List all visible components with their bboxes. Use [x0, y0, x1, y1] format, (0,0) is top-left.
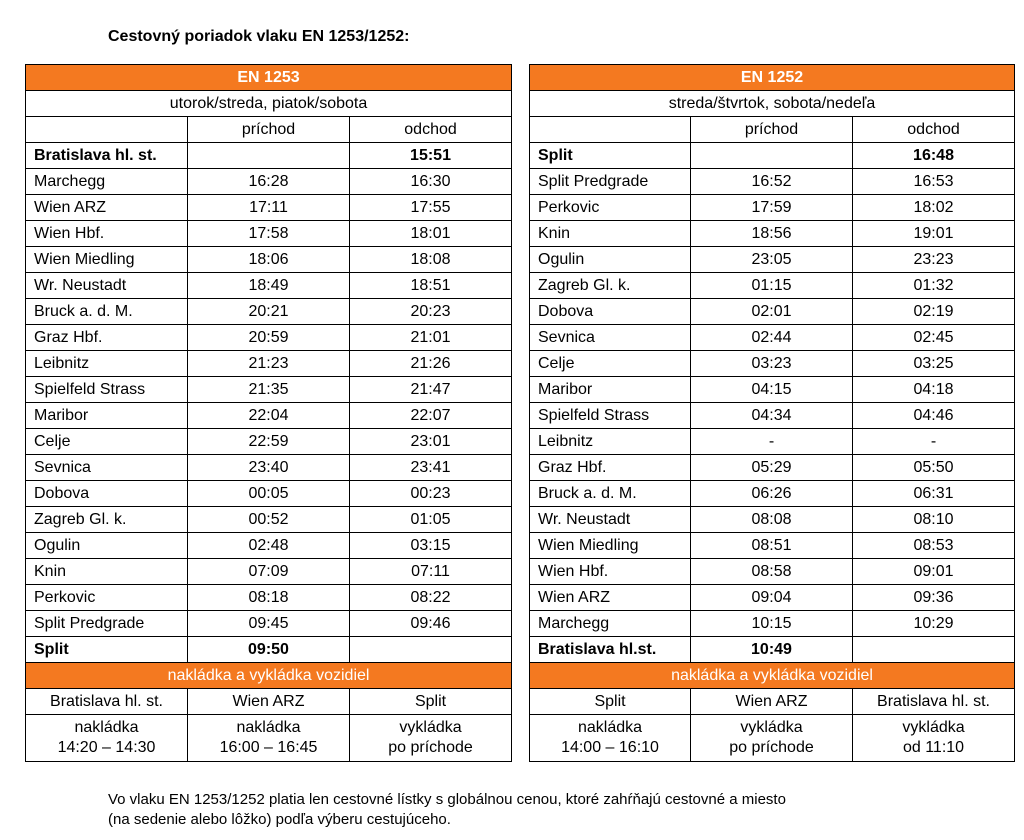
loading-header-row	[530, 663, 1015, 689]
table-row	[530, 637, 1015, 663]
train-number: EN 1252	[530, 65, 1015, 91]
arrival-time: 04:15	[691, 377, 853, 403]
departure-time: 21:47	[350, 377, 512, 403]
loading-detail	[691, 715, 853, 762]
departure-time: 08:10	[853, 507, 1015, 533]
table-row	[26, 637, 512, 663]
departure-time: 18:02	[853, 195, 1015, 221]
arrival-time	[691, 143, 853, 169]
arrival-time: 09:50	[188, 637, 350, 663]
footnote-line-1: Vo vlaku EN 1253/1252 platia len cestovné lístky s globálnou cenou, ktoré zahŕňajú cestovné a miesto	[108, 791, 786, 808]
arrival-time	[188, 143, 350, 169]
table-row	[530, 559, 1015, 585]
station-name: Ogulin	[26, 533, 188, 559]
table-row	[26, 169, 512, 195]
arrival-column-header: príchod	[691, 117, 853, 143]
station-name: Knin	[530, 221, 691, 247]
table-row	[530, 611, 1015, 637]
table-row	[530, 143, 1015, 169]
table-row	[26, 559, 512, 585]
footnote-line-2: (na sedenie alebo lôžko) podľa výberu cestujúceho.	[108, 811, 451, 828]
arrival-time: 06:26	[691, 481, 853, 507]
station-name: Dobova	[26, 481, 188, 507]
station-name: Celje	[26, 429, 188, 455]
station-name: Bruck a. d. M.	[530, 481, 691, 507]
days-row	[26, 91, 512, 117]
station-name: Bratislava hl. st.	[26, 143, 188, 169]
departure-time: 08:22	[350, 585, 512, 611]
station-name: Spielfeld Strass	[26, 377, 188, 403]
station-name: Zagreb Gl. k.	[530, 273, 691, 299]
departure-time: 23:23	[853, 247, 1015, 273]
departure-time: 08:53	[853, 533, 1015, 559]
loading-header: nakládka a vykládka vozidiel	[26, 663, 512, 689]
station-name: Maribor	[26, 403, 188, 429]
station-name: Perkovic	[26, 585, 188, 611]
arrival-time: 23:40	[188, 455, 350, 481]
station-name: Maribor	[530, 377, 691, 403]
loading-place: Wien ARZ	[691, 689, 853, 715]
loading-place: Bratislava hl. st.	[853, 689, 1015, 715]
train-number-header	[530, 65, 1015, 91]
station-name: Sevnica	[26, 455, 188, 481]
arrival-time: 20:59	[188, 325, 350, 351]
table-row	[530, 455, 1015, 481]
departure-time: 18:01	[350, 221, 512, 247]
arrival-time: 09:04	[691, 585, 853, 611]
loading-action: vykládka	[902, 719, 965, 736]
station-name: Bratislava hl.st.	[530, 637, 691, 663]
loading-time: po príchode	[388, 739, 473, 756]
departure-time: 21:26	[350, 351, 512, 377]
station-name: Dobova	[530, 299, 691, 325]
station-name: Wien ARZ	[530, 585, 691, 611]
arrival-time: 00:05	[188, 481, 350, 507]
arrival-time: 05:29	[691, 455, 853, 481]
departure-time: 09:46	[350, 611, 512, 637]
departure-time: 16:30	[350, 169, 512, 195]
departure-time: 23:01	[350, 429, 512, 455]
station-name: Zagreb Gl. k.	[26, 507, 188, 533]
station-name: Ogulin	[530, 247, 691, 273]
operating-days: streda/štvrtok, sobota/nedeľa	[530, 91, 1015, 117]
departure-time: 05:50	[853, 455, 1015, 481]
arrival-column-header: príchod	[188, 117, 350, 143]
arrival-time: 00:52	[188, 507, 350, 533]
departure-time: 18:08	[350, 247, 512, 273]
station-name: Split	[26, 637, 188, 663]
table-row	[26, 377, 512, 403]
table-row	[26, 247, 512, 273]
loading-detail	[853, 715, 1015, 762]
loading-action: vykládka	[399, 719, 462, 736]
table-row	[26, 455, 512, 481]
departure-time: 15:51	[350, 143, 512, 169]
station-name: Marchegg	[530, 611, 691, 637]
loading-times-row	[530, 715, 1015, 762]
table-row	[530, 325, 1015, 351]
loading-place: Split	[530, 689, 691, 715]
loading-time: od 11:10	[902, 739, 965, 756]
table-row	[26, 325, 512, 351]
arrival-time: 21:23	[188, 351, 350, 377]
arrival-time: 09:45	[188, 611, 350, 637]
loading-place: Split	[350, 689, 512, 715]
arrival-time: 01:15	[691, 273, 853, 299]
station-name: Leibnitz	[530, 429, 691, 455]
departure-column-header: odchod	[350, 117, 512, 143]
loading-time: 14:20 – 14:30	[57, 739, 156, 756]
loading-places-row	[26, 689, 512, 715]
departure-time: 04:46	[853, 403, 1015, 429]
table-row	[530, 273, 1015, 299]
station-name: Spielfeld Strass	[530, 403, 691, 429]
departure-time: 20:23	[350, 299, 512, 325]
loading-detail	[26, 715, 188, 762]
loading-action: nakládka	[577, 719, 643, 736]
loading-time: 14:00 – 16:10	[561, 739, 659, 756]
station-name: Graz Hbf.	[26, 325, 188, 351]
departure-time	[853, 637, 1015, 663]
arrival-time: 21:35	[188, 377, 350, 403]
days-row	[530, 91, 1015, 117]
table-row	[530, 507, 1015, 533]
table-row	[530, 195, 1015, 221]
table-row	[26, 585, 512, 611]
station-name: Celje	[530, 351, 691, 377]
departure-time: 02:45	[853, 325, 1015, 351]
station-name: Graz Hbf.	[530, 455, 691, 481]
station-name: Wien Hbf.	[530, 559, 691, 585]
loading-action: nakládka	[236, 719, 301, 736]
arrival-time: 17:11	[188, 195, 350, 221]
station-name: Split Predgrade	[530, 169, 691, 195]
station-name: Split	[530, 143, 691, 169]
table-row	[26, 429, 512, 455]
timetable-en-1252	[529, 64, 1015, 762]
arrival-time: 10:49	[691, 637, 853, 663]
table-row	[530, 299, 1015, 325]
table-row	[530, 377, 1015, 403]
loading-time: 16:00 – 16:45	[219, 739, 318, 756]
loading-header-row	[26, 663, 512, 689]
table-row	[530, 247, 1015, 273]
operating-days: utorok/streda, piatok/sobota	[26, 91, 512, 117]
arrival-time: 17:58	[188, 221, 350, 247]
table-row	[530, 169, 1015, 195]
departure-time: 09:36	[853, 585, 1015, 611]
departure-time: 03:25	[853, 351, 1015, 377]
departure-time: 10:29	[853, 611, 1015, 637]
departure-time: 16:53	[853, 169, 1015, 195]
loading-place: Bratislava hl. st.	[26, 689, 188, 715]
table-row	[530, 351, 1015, 377]
train-number: EN 1253	[26, 65, 512, 91]
departure-time: 16:48	[853, 143, 1015, 169]
table-row	[26, 299, 512, 325]
station-name: Wien ARZ	[26, 195, 188, 221]
table-row	[26, 481, 512, 507]
table-row	[26, 195, 512, 221]
arrival-time: 22:04	[188, 403, 350, 429]
loading-action: vykládka	[740, 719, 803, 736]
arrival-time: 08:51	[691, 533, 853, 559]
arrival-time: 07:09	[188, 559, 350, 585]
arrival-time: 16:28	[188, 169, 350, 195]
arrival-time: 18:49	[188, 273, 350, 299]
train-number-header	[26, 65, 512, 91]
loading-detail	[188, 715, 350, 762]
arrival-time: 18:06	[188, 247, 350, 273]
station-name: Knin	[26, 559, 188, 585]
arrival-time: 20:21	[188, 299, 350, 325]
table-row	[26, 507, 512, 533]
departure-time: 17:55	[350, 195, 512, 221]
arrival-time: 18:56	[691, 221, 853, 247]
loading-header: nakládka a vykládka vozidiel	[530, 663, 1015, 689]
arrival-time: 04:34	[691, 403, 853, 429]
table-row	[26, 143, 512, 169]
arrival-time: 08:08	[691, 507, 853, 533]
arrival-time: 02:01	[691, 299, 853, 325]
station-name: Sevnica	[530, 325, 691, 351]
arrival-time: 02:44	[691, 325, 853, 351]
departure-time: 02:19	[853, 299, 1015, 325]
station-name: Perkovic	[530, 195, 691, 221]
table-row	[26, 533, 512, 559]
station-name: Wien Hbf.	[26, 221, 188, 247]
loading-places-row	[530, 689, 1015, 715]
station-name: Marchegg	[26, 169, 188, 195]
arrival-time: -	[691, 429, 853, 455]
arrival-time: 02:48	[188, 533, 350, 559]
table-row	[530, 533, 1015, 559]
table-row	[530, 585, 1015, 611]
departure-time: 09:01	[853, 559, 1015, 585]
departure-time: 23:41	[350, 455, 512, 481]
table-row	[530, 403, 1015, 429]
departure-time: 21:01	[350, 325, 512, 351]
loading-times-row	[26, 715, 512, 762]
loading-time: po príchode	[729, 739, 814, 756]
arrival-time: 08:58	[691, 559, 853, 585]
station-name: Wien Miedling	[530, 533, 691, 559]
footnote	[108, 790, 968, 830]
column-header-row	[530, 117, 1015, 143]
departure-time: 04:18	[853, 377, 1015, 403]
departure-time	[350, 637, 512, 663]
loading-detail	[530, 715, 691, 762]
departure-time: 06:31	[853, 481, 1015, 507]
departure-time: 01:32	[853, 273, 1015, 299]
departure-time: 19:01	[853, 221, 1015, 247]
station-column-header	[26, 117, 188, 143]
page-title: Cestovný poriadok vlaku EN 1253/1252:	[108, 28, 410, 45]
table-row	[530, 481, 1015, 507]
departure-time: 18:51	[350, 273, 512, 299]
table-row	[26, 273, 512, 299]
station-name: Leibnitz	[26, 351, 188, 377]
table-row	[26, 611, 512, 637]
loading-action: nakládka	[74, 719, 139, 736]
arrival-time: 03:23	[691, 351, 853, 377]
departure-time: 01:05	[350, 507, 512, 533]
departure-time: 03:15	[350, 533, 512, 559]
departure-time: -	[853, 429, 1015, 455]
departure-time: 07:11	[350, 559, 512, 585]
station-name: Split Predgrade	[26, 611, 188, 637]
table-row	[26, 351, 512, 377]
departure-column-header: odchod	[853, 117, 1015, 143]
arrival-time: 23:05	[691, 247, 853, 273]
departure-time: 00:23	[350, 481, 512, 507]
station-name: Bruck a. d. M.	[26, 299, 188, 325]
loading-place: Wien ARZ	[188, 689, 350, 715]
column-header-row	[26, 117, 512, 143]
station-name: Wien Miedling	[26, 247, 188, 273]
arrival-time: 08:18	[188, 585, 350, 611]
table-row	[26, 403, 512, 429]
arrival-time: 17:59	[691, 195, 853, 221]
arrival-time: 22:59	[188, 429, 350, 455]
arrival-time: 16:52	[691, 169, 853, 195]
table-row	[530, 429, 1015, 455]
loading-detail	[350, 715, 512, 762]
station-column-header	[530, 117, 691, 143]
table-row	[530, 221, 1015, 247]
station-name: Wr. Neustadt	[530, 507, 691, 533]
station-name: Wr. Neustadt	[26, 273, 188, 299]
table-row	[26, 221, 512, 247]
arrival-time: 10:15	[691, 611, 853, 637]
timetable-en-1253	[25, 64, 512, 762]
departure-time: 22:07	[350, 403, 512, 429]
